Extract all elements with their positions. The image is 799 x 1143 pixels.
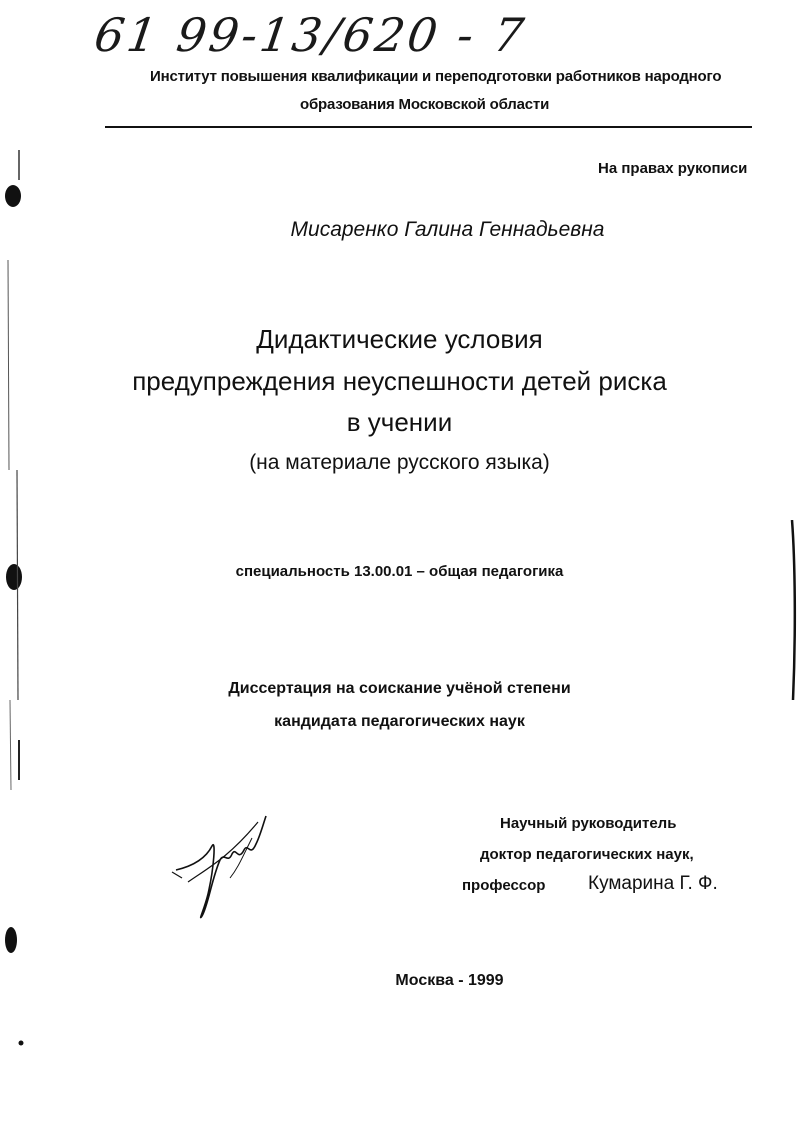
scan-edge-line: [17, 470, 18, 700]
binding-hole-mark: [5, 927, 17, 953]
scan-edge-line: [8, 260, 9, 470]
binding-hole-mark: [5, 185, 21, 207]
archive-handwritten-number: 61 99-13/620 - 7: [91, 8, 530, 62]
header-divider: [105, 126, 752, 128]
degree-statement-line2: кандидата педагогических наук: [274, 713, 525, 730]
scan-margin-marks: [0, 140, 30, 1080]
signature-stroke: [230, 838, 252, 878]
scan-edge-line: [792, 520, 795, 700]
scan-speck: [19, 1041, 24, 1046]
degree-statement-line1: Диссертация на соискание учёной степени: [228, 680, 571, 697]
signature-stroke: [172, 872, 182, 878]
dissertation-subtitle: (на материале русского языка): [249, 451, 550, 474]
scan-right-edge-mark: [782, 520, 798, 700]
institute-name-line2: образования Московской области: [300, 96, 550, 113]
institute-name-line1: Институт повышения квалификации и переподготовки работников народного: [150, 68, 722, 85]
supervisor-heading: Научный руководитель: [500, 815, 677, 832]
dissertation-title-line3: в учении: [346, 407, 453, 437]
signature-stroke: [188, 822, 258, 882]
supervisor-title: профессор: [462, 877, 546, 894]
dissertation-title-line1: Дидактические условия: [256, 324, 543, 354]
city-and-year: Москва - 1999: [395, 972, 504, 989]
dissertation-title-line2: предупреждения неуспешности детей риска: [132, 366, 667, 396]
manuscript-rights-note: На правах рукописи: [598, 160, 748, 177]
supervisor-degree: доктор педагогических наук,: [480, 846, 694, 863]
supervisor-name: Кумарина Г. Ф.: [588, 873, 718, 894]
signature: [168, 798, 278, 928]
specialty-code: специальность 13.00.01 – общая педагогика: [235, 563, 564, 580]
signature-stroke: [176, 816, 266, 918]
author-name: Мисаренко Галина Геннадьевна: [290, 218, 605, 241]
